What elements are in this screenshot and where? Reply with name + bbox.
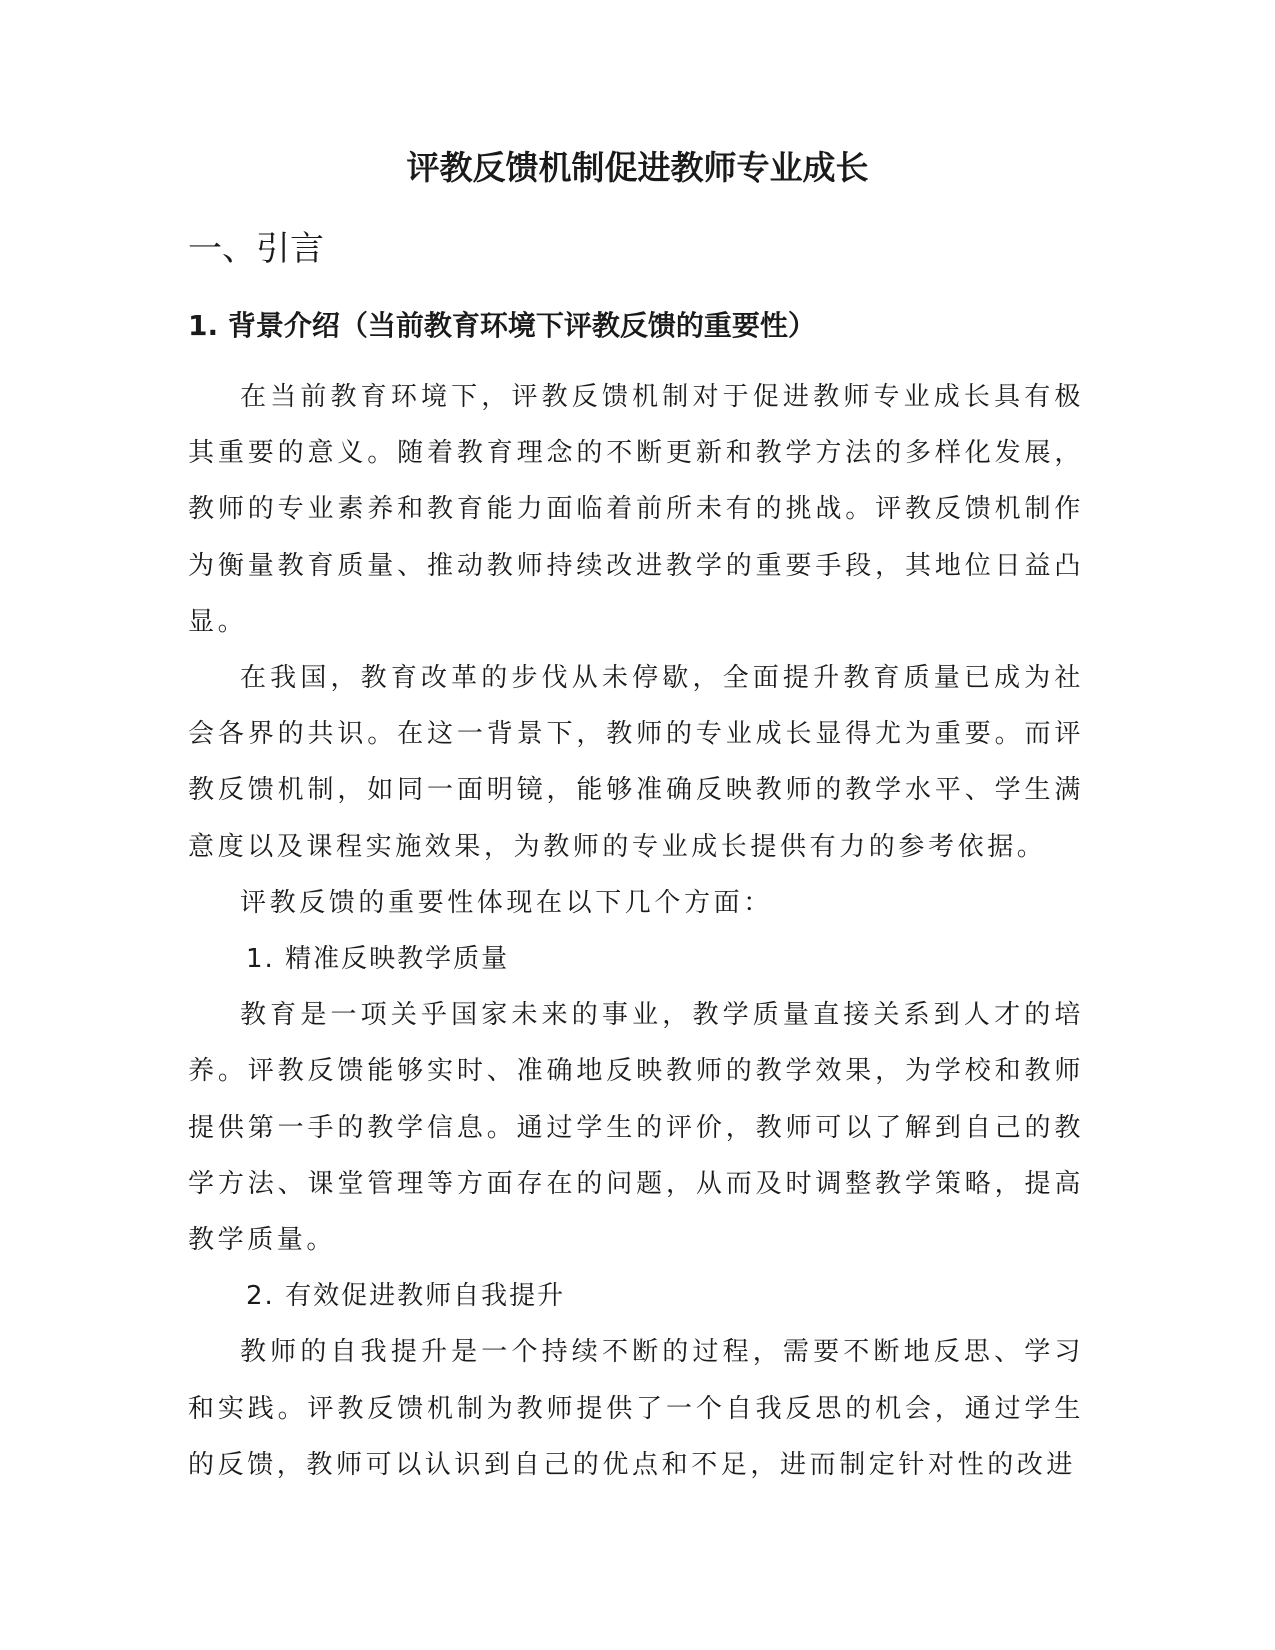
paragraph: 教育是一项关乎国家未来的事业，教学质量直接关系到人才的培养。评教反馈能够实时、准确地反映教师的教学效果，为学校和教师提供第一手的教学信息。通过学生的评价，教师可以了解到自己的教学方法、课堂管理等方面存在的问题，从而及时调整教学策略，提高教学质量。 (188, 1000, 1084, 1256)
paragraph: 在我国，教育改革的步伐从未停歇，全面提升教育质量已成为社会各界的共识。在这一背景下，教师的专业成长显得尤为重要。而评教反馈机制，如同一面明镜，能够准确反映教师的教学水平、学生满意度以及课程实施效果，为教师的专业成长提供有力的参考依据。 (188, 663, 1084, 862)
section-heading: 一、引言 (188, 229, 324, 269)
numbered-point-label: 1. 精准反映教学质量 (246, 944, 510, 975)
document-title: 评教反馈机制促进教师专业成长 (406, 148, 869, 187)
paragraph: 评教反馈的重要性体现在以下几个方面： (240, 887, 773, 918)
paragraph: 教师的自我提升是一个持续不断的过程，需要不断地反思、学习和实践。评教反馈机制为教师提供了一个自我反思的机会，通过学生的反馈，教师可以认识到自己的优点和不足，进而制定针对性的改进 (188, 1337, 1084, 1480)
body-text (188, 369, 1084, 1493)
numbered-point-label: 2. 有效促进教师自我提升 (246, 1281, 566, 1312)
subsection-heading: 1. 背景介绍（当前教育环境下评教反馈的重要性） (188, 309, 816, 342)
paragraph: 在当前教育环境下，评教反馈机制对于促进教师专业成长具有极其重要的意义。随着教育理念的不断更新和教学方法的多样化发展，教师的专业素养和教育能力面临着前所未有的挑战。评教反馈机制作为衡量教育质量、推动教师持续改进教学的重要手段，其地位日益凸显。 (188, 382, 1084, 637)
